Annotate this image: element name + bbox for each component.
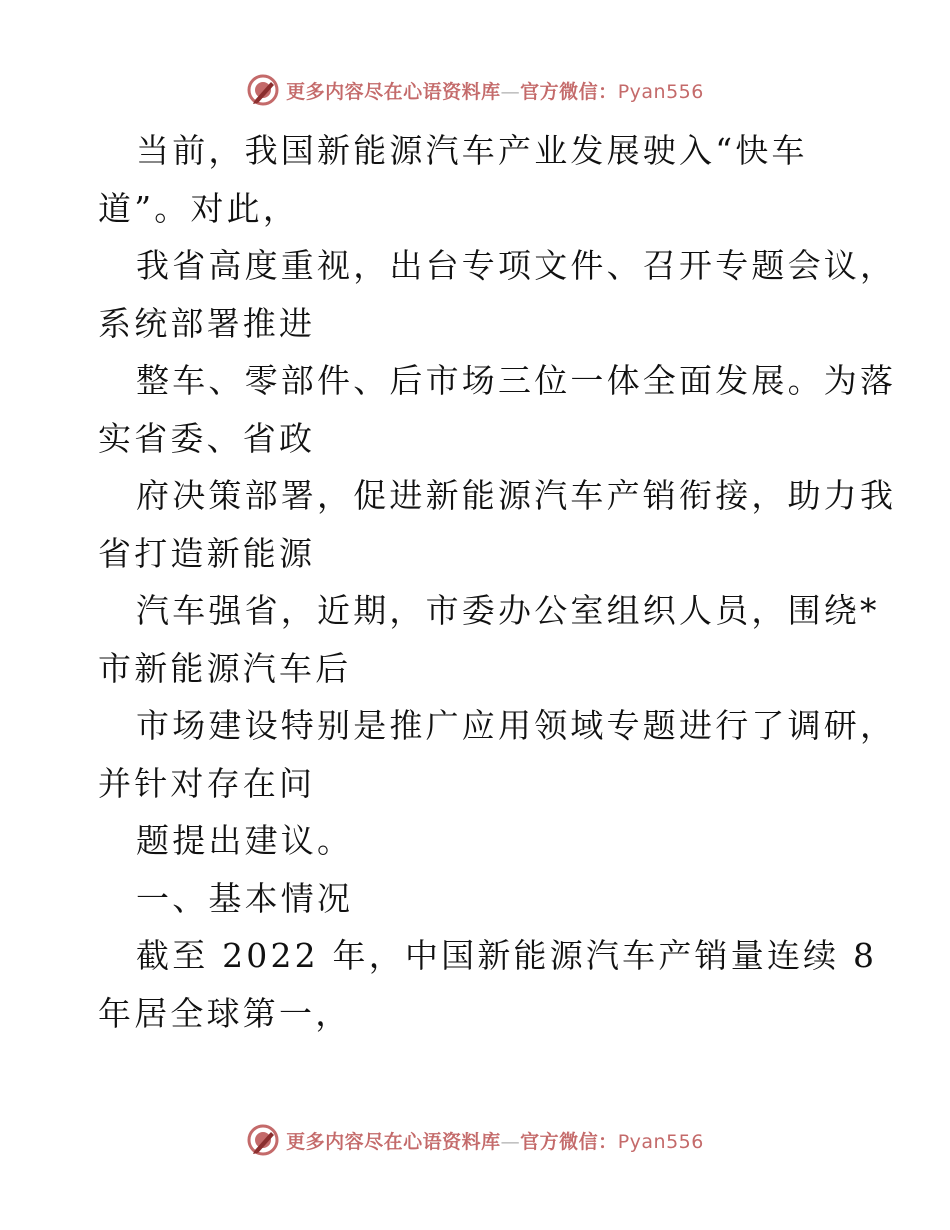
text-line: 汽车强省，近期，市委办公室组织人员，围绕* (136, 591, 880, 630)
watermark-dash: — (500, 1130, 521, 1153)
pen-logo-icon (246, 73, 280, 107)
text-line: 年居全球第一， (98, 993, 352, 1033)
header-watermark (0, 70, 950, 110)
text-line: 题提出建议。 (136, 821, 354, 860)
text-line: 市新能源汽车后 (98, 648, 352, 688)
pen-logo-icon (246, 1123, 280, 1157)
watermark-dash: — (500, 80, 521, 103)
watermark-brand: 更多内容尽在心语资料库 (286, 1130, 501, 1153)
text-line: 并针对存在问 (98, 763, 316, 803)
watermark-brand: 更多内容尽在心语资料库 (286, 80, 501, 103)
watermark-official: 官方微信： (520, 80, 618, 103)
text-line: 实省委、省政 (98, 418, 316, 458)
text-line: 系统部署推进 (98, 303, 316, 343)
text-line: 省打造新能源 (98, 533, 316, 573)
watermark-wechat-id: Pyan556 (617, 1130, 704, 1153)
document-body (98, 122, 897, 1042)
text-line: 我省高度重视，出台专项文件、召开专题会议， (136, 246, 897, 285)
text-line: 府决策部署，促进新能源汽车产销衔接，助力我 (136, 476, 897, 515)
text-line: 整车、零部件、后市场三位一体全面发展。为落 (136, 361, 897, 400)
footer-watermark (0, 1120, 950, 1160)
text-line: 当前，我国新能源汽车产业发展驶入“快车 (136, 131, 808, 170)
text-line: 道”。对此， (98, 188, 300, 228)
watermark-official: 官方微信： (520, 1130, 618, 1153)
text-line: 截至 2022 年，中国新能源汽车产销量连续 8 (136, 936, 878, 975)
watermark-text (286, 1127, 704, 1154)
watermark-text (286, 77, 704, 104)
watermark-wechat-id: Pyan556 (617, 80, 704, 103)
text-line: 一、基本情况 (136, 878, 354, 918)
text-line: 市场建设特别是推广应用领域专题进行了调研， (136, 706, 897, 745)
